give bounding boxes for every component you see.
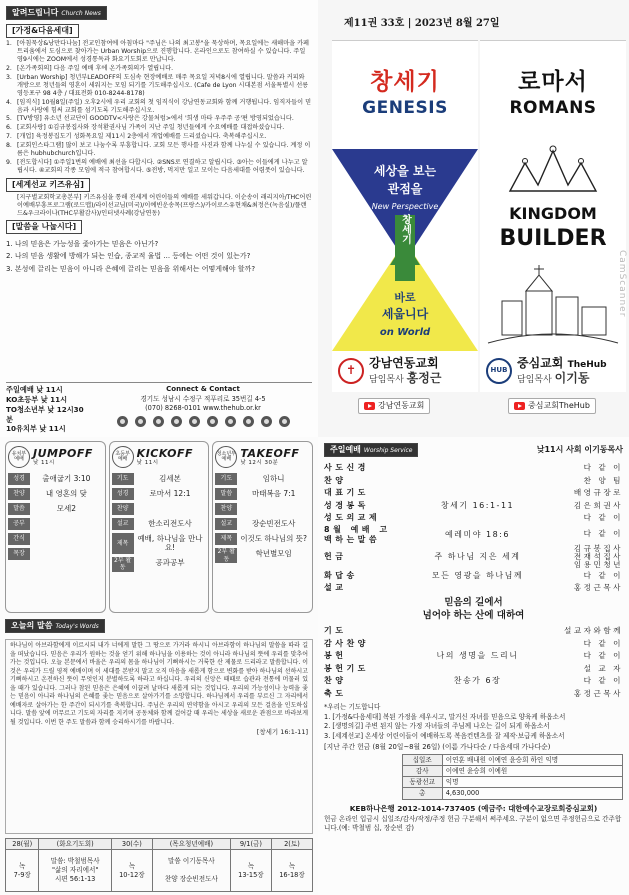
order-list: [324, 462, 623, 595]
kids-service-name: [33, 447, 93, 468]
band-icon[interactable]: [261, 416, 272, 427]
order-row: [324, 525, 623, 545]
order-name: 사도신경: [324, 463, 369, 473]
offering-line: [지난 주간 헌금 (8월 20일~8월 26일) (이름 가나다순 / 다음세대 가나다순): [324, 743, 551, 752]
kids-service-head: [8, 444, 103, 470]
genesis-pastor-label: 담임목사: [369, 374, 404, 385]
sermon-title: [324, 596, 623, 624]
news-item: [6, 159, 312, 175]
kids-service-card: [212, 441, 313, 613]
news-item-text: [아침묵상&낭만다나눔] 전교인참여에 아침마다 "주님은 나의 최고봉"을 묵상하며, 목요일에는 새해마을 카페트리움에서 도심으로 찾아가는 Urban Worship으로 진행합니다. 온라인으로도 참여하실 수 있습니다. 주일 영9시에는 ZOOM에서 성경통독과 화요기도회로 만납니다.: [17, 40, 310, 63]
contact-phone-web[interactable]: (070) 8268-0101 www.thehub.or.kr: [145, 404, 261, 413]
youtube-tag-genesis-label: 강남연동교회: [378, 401, 425, 410]
kakao-icon[interactable]: [189, 416, 200, 427]
order-row: [324, 512, 623, 525]
romans-pastor-label: 담임목사: [517, 374, 552, 385]
news-item-number: 9.: [6, 159, 12, 167]
order-leader: 홍정근목사: [573, 688, 623, 698]
kids-row: [215, 473, 310, 485]
scanner-watermark: CamScanner: [617, 250, 627, 318]
romans-builder: BUILDER: [499, 226, 607, 251]
worship-order-panel: [318, 437, 629, 895]
order-leader: 김은희권사: [573, 500, 623, 510]
kids-badge: 유치부 예배: [8, 446, 30, 468]
sermon-title-line1: 믿음의 길에서: [444, 596, 503, 608]
kids-row-value: 출애굽기 3:10: [42, 474, 91, 483]
kids-row-value: 예배, 하나님을 만나요!: [137, 534, 203, 553]
kids-row-label: 찬양: [112, 503, 134, 515]
news-item-number: 3.: [6, 73, 12, 81]
contact-address: 경기도 성남시 수정구 적푸리로 35번길 4-5: [140, 395, 266, 404]
romans-church-ko: 중심교회: [517, 355, 564, 370]
kids-row: [112, 518, 207, 530]
romans-title-en: ROMANS: [509, 97, 597, 118]
offering-value: 4,630,000: [442, 788, 622, 799]
kids-row-label: 설교: [215, 518, 237, 530]
kids-row-label: 2부 활동: [112, 557, 134, 572]
genesis-arc3: New Perspective: [371, 202, 439, 211]
order-leader: 설교자와함께: [563, 626, 623, 636]
cover-genesis: [332, 40, 478, 392]
service-time: 주일예배 낮 11시: [6, 385, 63, 395]
news-item-number: 1.: [6, 40, 12, 47]
cover-romans: [480, 40, 626, 392]
kids-row-label: 말씀: [8, 503, 30, 515]
worship-time-host: 낮11시 사회 이기동목사: [536, 445, 623, 454]
order-content: 모든 영광을 하나님께: [431, 570, 524, 580]
order-row: [324, 462, 623, 475]
news-item-text: [개업] 육정봉집도기 성화목요일 제11시 2층에서 개업예배를 드리셨습니다. 축복해주십시오.: [17, 133, 267, 141]
news-header: [6, 6, 107, 20]
kids-row: [8, 518, 103, 530]
kids-row-value: [134, 503, 207, 515]
order-name: 설교: [324, 583, 347, 593]
worship-title-en: Worship Service: [363, 447, 413, 454]
news-item: [6, 99, 312, 115]
kids-word-panel: [0, 437, 318, 895]
word-title: 오늘의 말씀: [11, 621, 53, 630]
genesis-triangle-art: [332, 141, 478, 361]
youtube-tag-romans[interactable]: [508, 398, 596, 414]
prayer-head: *우리는 기도합니다: [324, 703, 381, 712]
kids-row-value: [237, 503, 310, 515]
kids-service-time: 낮 11시: [33, 460, 55, 467]
order-leader: 다 같 이: [583, 570, 623, 580]
kids-row: [215, 533, 310, 545]
kids-row-label: 기도: [215, 473, 237, 485]
order-row: [324, 545, 623, 570]
reading-header-cell: 9/1(금): [230, 839, 271, 850]
kids-row: [8, 473, 103, 485]
news-subtitle: Church News: [61, 10, 101, 17]
news-item: [6, 124, 312, 132]
kids-row-value: [30, 533, 103, 545]
offering-label: 총: [402, 788, 442, 799]
share-item-number: 3.: [6, 264, 15, 273]
share-item-number: 2.: [6, 252, 15, 261]
reading-cell: 말씀 이기동목사 찬양 장순빈전도사: [152, 850, 230, 892]
news-item: [6, 74, 312, 98]
kids-row-value: 공과공부: [155, 557, 185, 567]
news-title: 알려드립니다: [12, 8, 59, 17]
genesis-bot2: 세웁니다: [381, 307, 429, 321]
sermon-title-line2: 넘어야 하는 산에 대하여: [422, 610, 525, 622]
kids-row-value: 이것도 하나님의 뜻?: [240, 534, 308, 543]
order-leader: 배영규장로: [573, 488, 623, 498]
kids-badge: 청소년부 예배: [215, 446, 237, 468]
order-row: [324, 650, 623, 663]
contact-block: [94, 385, 312, 434]
order-leader: 찬 양 팀: [583, 475, 623, 485]
order-content: 찬송가 6장: [453, 676, 502, 686]
kids-row-label: 제목: [112, 533, 134, 554]
offering-label: 십일조: [402, 754, 442, 765]
genesis-church-name: 강남연동교회: [369, 355, 439, 370]
reading-cell: 녹 16-18장: [271, 850, 312, 892]
kids-row-value: 김세본: [159, 474, 181, 483]
order-row: [324, 475, 623, 488]
family-section-head: [가정&다음세대]: [6, 24, 79, 38]
offering-row: [402, 788, 622, 799]
order-name: 대표기도: [324, 488, 369, 498]
kids-row: [112, 473, 207, 485]
order-name: 찬양: [324, 676, 347, 686]
prayer-item: 1. [가정&다음세대] 복된 가정을 세우시고, 말거신 자녀를 믿음으로 양육케 하옵소서: [324, 712, 566, 721]
youtube-icon-3[interactable]: [279, 416, 290, 427]
news-panel: [0, 0, 318, 437]
kids-service-name: [137, 447, 193, 468]
kids-row-value: 임하니: [262, 474, 285, 483]
reading-cell: 녹 7-9장: [6, 850, 39, 892]
youtube-icon: [514, 402, 525, 410]
order-name: 감사찬양: [324, 638, 369, 648]
genesis-bot3: on World: [379, 327, 431, 338]
kids-section-head: [세계선교 키즈유심]: [6, 178, 90, 192]
kids-service-head: [112, 444, 207, 470]
service-time: TO청소년부 낮 12시30분: [6, 404, 84, 424]
kids-row: [8, 533, 103, 545]
romans-church-name: [517, 356, 607, 371]
order-row: [324, 487, 623, 500]
share-item-text: 나의 믿음 생활에 방해가 되는 인습, 종교적 율법 ... 등에는 어떤 것이 있는가?: [14, 252, 251, 261]
genesis-pastor: [369, 371, 441, 386]
order-row: [324, 625, 623, 638]
news-item-number: 4.: [6, 98, 12, 106]
kids-row-label: 기도: [112, 473, 134, 485]
podcast-icon[interactable]: [225, 416, 236, 427]
news-item-text: [교회인스타그램] 많이 보고 나눔수록 부흥합니다. 교회 모든 행사를 사진과 함께 나누실 수 있습니다. 계정 이름은 hubhubchurch입니다.: [17, 142, 311, 158]
offering-label: 동광선교: [402, 777, 442, 788]
youtube-icon: [364, 402, 375, 410]
order-content: 나의 생명을 드리니: [436, 651, 519, 661]
kids-service-head: [215, 444, 310, 470]
romans-title-ko: 로마서: [518, 69, 588, 95]
reading-body-row: [6, 850, 313, 892]
romans-pastor-name: 이기동: [554, 370, 590, 385]
romans-kingdom: KINGDOM: [509, 204, 597, 223]
genesis-arc2: 관점을: [387, 182, 423, 196]
order-content: 창세기 16:1-11: [440, 500, 515, 510]
order-leader: 김규봉집사 전재석집사 임용민청년: [573, 543, 623, 570]
news-item-text: [전도합시다] ①주일1번의 예배에 최선을 다합시다. ②SNS로 연결하고 알립시다. ③아는 이들에게 나누고 알립시다. ④교회의 각종 모임에 적극 참여합시다. ⑤전방, 먹지만 일고 모이는 다음세대를 어렴풋이 있습니다.: [17, 159, 308, 175]
reading-header-cell: 30(수): [111, 839, 152, 850]
news-item: [6, 40, 312, 64]
genesis-vertical: 창세기: [399, 214, 411, 244]
youtube-icon[interactable]: [135, 416, 146, 427]
news-item: [6, 142, 312, 158]
kids-row-label: 설교: [112, 518, 134, 530]
kids-row-value: [30, 518, 103, 530]
kids-row-label: 간식: [8, 533, 30, 545]
kids-text: [지구별교회학교총본부] 키즈유심을 통해 전세계 어린이들의 예배를 세워갑니다. 이순송이 래리지아/THC어린이예배부흥프로그램(로드맵)/라이선교님(미국)/이예빈운송목(프랑스)/카이로스유현채&최정은(녹음실)/플랜드&우크라이나(THC부활감사)/인터넷사례(강남연동): [17, 194, 312, 217]
kids-row-label: 찬양: [8, 488, 30, 500]
service-time: 10유치부 낮 11시: [6, 424, 66, 434]
youtube-tag-genesis[interactable]: [358, 398, 430, 414]
share-section-head: [말씀을 나눕시다]: [6, 220, 82, 234]
kids-service-title: JUMPOFF: [33, 446, 93, 460]
order-name: 화답송: [324, 570, 358, 580]
kids-row-value: [30, 548, 103, 560]
kids-service-time: 낮 12시 30분: [240, 460, 279, 467]
word-reference: [창세기 16:1-11]: [256, 728, 308, 737]
order-name: 8월 예배 고백하는말씀: [324, 524, 391, 544]
order-list-2: [324, 625, 623, 700]
news-item-text: [임직식] 10월8일(주일) 오후2시에 우리 교회의 첫 임직식이 강남연동교회와 함께 거행됩니다. 임직자들이 믿음과 사랑에 힘써 교회를 섬기도록 기도해주십시오.: [17, 98, 312, 114]
order-leader: 다 같 이: [583, 463, 623, 473]
news-item-text: [TV방영] 유소년 선교단이 GOODTV<사랑은 강물처럼>에서 '희생 마타 우주주 공'편 방영되었습니다.: [17, 115, 294, 123]
kids-service-card: [109, 441, 210, 613]
contact-footer: [6, 382, 312, 434]
reading-cell: 녹 13-15장: [230, 850, 271, 892]
offering-table: [402, 754, 623, 800]
order-row: [324, 688, 623, 701]
cafe-icon[interactable]: [243, 416, 254, 427]
order-leader: 다 같 이: [583, 676, 623, 686]
social-icons: [94, 416, 312, 427]
order-leader: 설 교 자: [583, 663, 623, 673]
offering-value: 익명: [442, 777, 622, 788]
reading-header-cell: (화요기도회): [39, 839, 111, 850]
worship-title: [324, 443, 418, 457]
kids-row: [112, 488, 207, 500]
news-item: [6, 65, 312, 73]
order-name: 찬양: [324, 475, 347, 485]
reading-header-cell: 28(월): [6, 839, 39, 850]
kids-row: [8, 548, 103, 560]
offering-row: [402, 765, 622, 776]
kids-row-value: 학년별모임: [255, 549, 292, 558]
worship-title-ko: 주일예배: [330, 445, 361, 454]
word-text: 하나님이 아브라함에게 이르시되 내가 너에게 말한 그 땅으로 가거라 하시니 아브라함이 하나님의 말씀을 따라 길을 떠났습니다. 믿음은 우리가 원하는 것을 얻기 위해 하나님을 이용하는 것이 아니라 하나님의 뜻에 우리를 맞추어 가는 것입니다. 오늘 본문에서 바울은 우리의 몸을 하나님이 기뻐하시는 거룩한 산 제물로 드리라고 말씀합니다. 이것은 우리가 드릴 영적 예배이며 이 세대를 본받지 말고 오직 마음을 새롭게 함으로 변화를 받아 하나님의 선하시고 기뻐하시고 온전하신 뜻이 무엇인지 분별하도록 하라고 하십니다. 우리의 신앙은 때때로 습관과 전통에 머물러 있을 때가 있습니다. 그러나 참된 믿음은 은혜에 이끌려 날마다 새롭게 되는 것입니다. 우리의 가능성이나 능력을 좇는 믿음이 아니라 하나님의 은혜를 좇는 믿음으로 살아가기를 소망합니다. 하나님께서 우리를 부르신 그 자리에서 예배자로 살아가는 한 주간이 되시기를 축복합니다. 주님은 우리의 연약함을 아시고 우리의 모든 걸음을 인도하십니다. 말씀 앞에 머무르고 기도의 자리를 지키며 공동체와 함께 걸어갈 때 우리는 세상을 새로운 관점으로 바라보게 될 것입니다. 이번 한 주도 말씀과 함께 승리하시기를 바랍니다.: [10, 642, 308, 726]
kids-row-label: 공부: [8, 518, 30, 530]
order-name: 성도의교제: [324, 513, 381, 523]
genesis-pastor-name: 홍정근: [406, 370, 442, 385]
news-item-number: 7.: [6, 133, 12, 141]
genesis-church-row: [338, 356, 474, 386]
news-item-text: [Urban Worship] 청년부LEADOFF의 도심속 현장예배로 매주 목요일 저녁8시에 열립니다. 말씀과 커피와 개방으로 청년들의 영혼이 세워지는 모임 되기를 기도해주십시오. (Cafe de Lyon 시대본점 서울특별시 선릉 영등포구 98 4층 / 대표전화 010-8244-8178): [17, 73, 309, 97]
reading-header-cell: 2(토): [271, 839, 312, 850]
reading-header-row: [6, 839, 313, 850]
share-item-text: 본성에 끌리는 믿음이 아니라 은혜에 끌리는 믿음을 위해서는 어떻게해야 할까?: [14, 264, 256, 273]
reading-header-cell: (목요청년예배): [152, 839, 230, 850]
facebook-icon[interactable]: [153, 416, 164, 427]
worship-header: [324, 441, 623, 459]
order-name: 성경봉독: [324, 500, 369, 510]
order-name: 헌금: [324, 552, 347, 562]
youtube-tag-romans-label: 중심교회TheHub: [528, 401, 590, 410]
kids-row-label: 성경: [8, 473, 30, 485]
order-row: [324, 582, 623, 595]
news-list: [6, 40, 312, 175]
kids-row-label: 2부 활동: [215, 548, 237, 563]
service-time: KO초등부 낮 11시: [6, 395, 68, 405]
news-item-number: 2.: [6, 64, 12, 72]
order-name: 봉헌: [324, 651, 347, 661]
kids-service-card: [5, 441, 106, 613]
youtube-icon-2[interactable]: [207, 416, 218, 427]
prayer-item: 2. [생명의길] 주변 된지 않는 가정 자녀들의 주님께 나오는 길이 되게 하옵소서: [324, 722, 550, 731]
kids-row-label: 찬양: [215, 503, 237, 515]
cover-panel: [318, 0, 629, 437]
blog-icon[interactable]: [171, 416, 182, 427]
hub-logo-icon: HUB: [486, 358, 512, 384]
share-item: [6, 251, 312, 262]
kids-service-title: TAKEOFF: [240, 446, 300, 460]
order-row: [324, 638, 623, 651]
kids-row: [112, 557, 207, 572]
kids-row-label: 성경: [112, 488, 134, 500]
kids-row: [215, 518, 310, 530]
news-item-number: 8.: [6, 142, 12, 150]
romans-church-row: [486, 356, 622, 387]
news-item-number: 6.: [6, 124, 12, 132]
genesis-title-ko: 창세기: [370, 69, 440, 95]
kids-row-label: 목장: [8, 548, 30, 560]
offering-note: 헌금 온라인 입금시 십일조/감사/작정/주정 헌금 구분해서 써주세요. 구분이 없으면 주정헌금으로 간주합니다.(예: 박철범 십, 장순빈 감): [324, 814, 622, 833]
offering-label: 감사: [402, 765, 442, 776]
share-item: [6, 239, 312, 250]
kids-row-value: 한소리전도사: [148, 519, 192, 528]
order-name: 봉헌기도: [324, 663, 369, 673]
news-item-text: [온가족회의] 다음 주일 예배 후에 온가족회의가 열립니다.: [17, 64, 174, 72]
order-name: 축도: [324, 688, 347, 698]
issue-line: 제11권 33호 | 2023년 8월 27일: [344, 18, 500, 29]
news-item-number: 5.: [6, 115, 12, 123]
kids-row-label: 제목: [215, 533, 237, 545]
news-item-text: [교회사랑] ①김규봉집사와 장석환권사님 가족이 지난 주일 청년들에게 수요예배를 대접하셨습니다.: [17, 124, 285, 132]
offering-row: [402, 754, 622, 765]
kids-row: [215, 548, 310, 563]
word-header: [5, 619, 105, 633]
prayer-block: [324, 703, 623, 741]
kids-row: [8, 488, 103, 500]
service-times: [6, 385, 88, 434]
kids-row-value: 장순빈전도사: [251, 519, 296, 528]
bank-account: KEB하나은행 2012-1014-737405 (예금주: 대한예수교장로회중심교회): [349, 803, 598, 813]
genesis-arc1: 세상을 보는: [373, 164, 437, 178]
order-row: [324, 570, 623, 583]
order-leader: 다 같 이: [583, 651, 623, 661]
kids-row-value: 모세2: [56, 504, 76, 513]
kids-row: [112, 533, 207, 554]
reading-cell: 말씀: 박철범목사 "삶의 자리에서" 시편 56:1-13: [39, 850, 111, 892]
order-row: [324, 500, 623, 513]
romans-kingdom-art: [480, 141, 626, 361]
offering-row: [402, 777, 622, 788]
share-item-text: 나의 믿음은 가능성을 좇아가는 믿음은 아닌가?: [14, 239, 159, 248]
order-row: [324, 675, 623, 688]
order-content: 주 하나님 지은 세계: [434, 552, 521, 562]
order-content: 예레미야 18:6: [445, 529, 510, 539]
kids-row-value: 로마서 12:1: [149, 489, 191, 498]
offering-value: 이예연 윤승희 이예원: [442, 765, 622, 776]
genesis-title-en: GENESIS: [362, 97, 448, 118]
genesis-bot1: 바로: [394, 291, 416, 304]
order-leader: 다 같 이: [583, 529, 623, 539]
share-list: [6, 239, 312, 275]
contact-title: Connect & Contact: [166, 385, 240, 394]
kids-services: [5, 441, 313, 613]
cross-logo-icon: ✝: [338, 358, 364, 384]
news-item: [6, 133, 312, 141]
instagram-icon[interactable]: [117, 416, 128, 427]
share-item: [6, 264, 312, 275]
romans-church-en: TheHub: [567, 359, 607, 370]
reading-cell: 녹 10-12장: [111, 850, 152, 892]
kids-row-value: 마태복음 7:1: [251, 489, 296, 498]
romans-pastor: [517, 371, 607, 386]
word-subtitle: Today's Words: [55, 623, 99, 630]
kids-row: [215, 503, 310, 515]
order-name: 기도: [324, 626, 347, 636]
kids-row: [112, 503, 207, 515]
offering-value: 이연훈 배내원 이예연 윤승희 하인 익명: [442, 754, 622, 765]
kids-service-name: [240, 447, 299, 468]
share-item-number: 1.: [6, 239, 15, 248]
kids-badge: 초등부 예배: [112, 446, 134, 468]
news-item: [6, 115, 312, 123]
kids-row: [215, 488, 310, 500]
kids-row-label: 말씀: [215, 488, 237, 500]
reading-table: [5, 838, 313, 892]
word-box: [5, 639, 313, 834]
kids-service-time: 낮 11시: [136, 460, 159, 467]
prayer-item: 3. [세계선교] 온세상 어린이들이 예배하도록 복음컨텐츠를 잘 제작·보급케 하옵소서: [324, 731, 565, 740]
kids-row-value: 내 영혼의 닻: [45, 489, 87, 498]
kids-row: [8, 503, 103, 515]
order-leader: 다 같 이: [583, 638, 623, 648]
kids-service-title: KICKOFF: [136, 446, 194, 460]
order-leader: 다 같 이: [583, 513, 623, 523]
order-row: [324, 663, 623, 676]
order-leader: 홍정근목사: [573, 583, 623, 593]
